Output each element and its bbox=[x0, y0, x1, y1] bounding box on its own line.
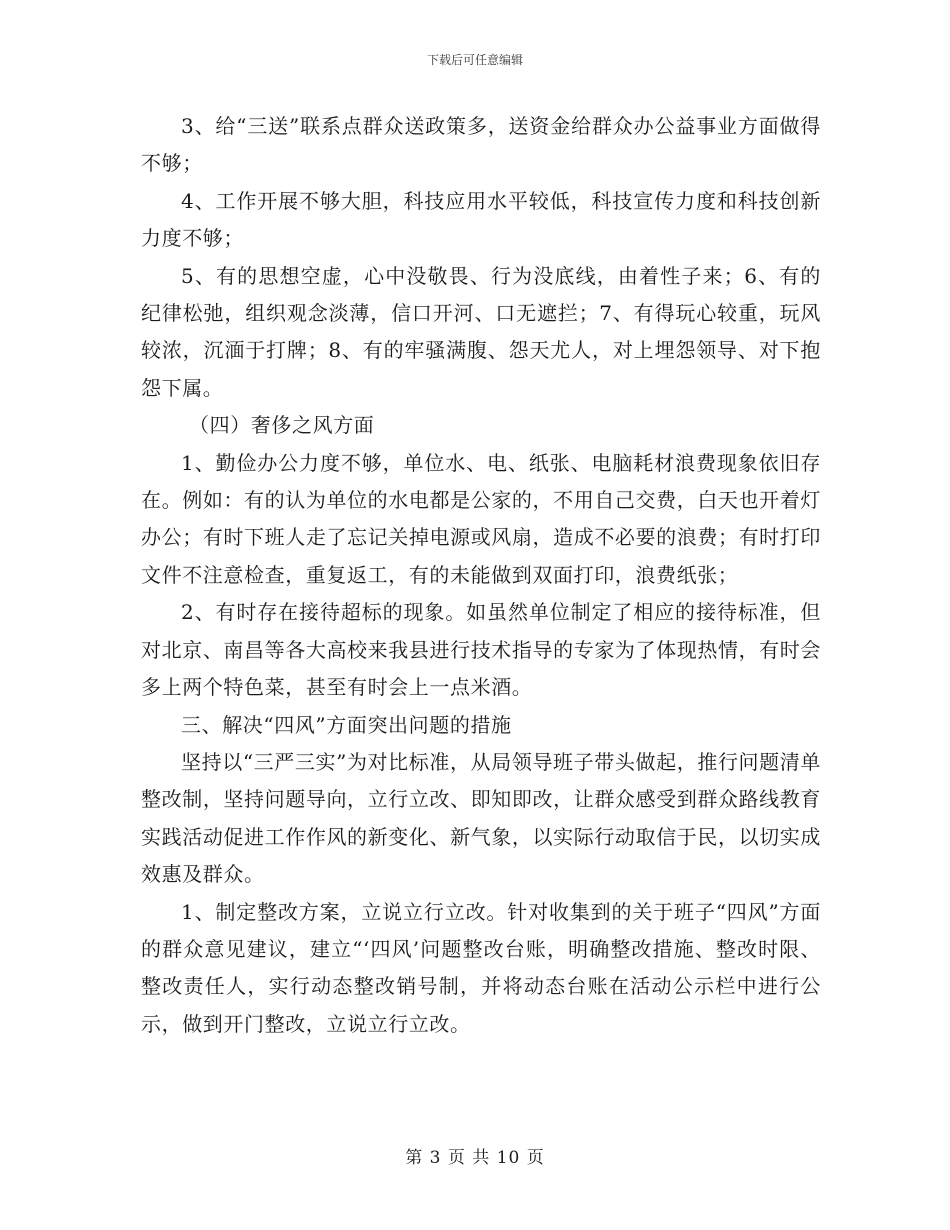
paragraph-item-3: 3、给“三送”联系点群众送政策多，送资金给群众办公益事业方面做得不够； bbox=[141, 114, 821, 176]
paragraph-reception: 2、有时存在接待超标的现象。如虽然单位制定了相应的接待标准，但对北京、南昌等各大高校来我县进行技术指导的专家为了体现热情，有时会多上两个特色菜，甚至有时会上一点米酒。 bbox=[141, 600, 821, 700]
document-body bbox=[141, 108, 821, 1043]
paragraph-measures-intro: 坚持以“三严三实”为对比标准，从局领导班子带头做起，推行问题清单整改制，坚持问题导向，立行立改、即知即改，让群众感受到群众路线教育实践活动促进工作作风的新变化、新气象，以实际行动取信于民，以切实成效惠及群众。 bbox=[141, 749, 821, 887]
page-header-note: 下载后可任意编辑 bbox=[426, 53, 523, 67]
paragraph-frugality: 1、勤俭办公力度不够，单位水、电、纸张、电脑耗材浪费现象依旧存在。例如：有的认为单位的水电都是公家的，不用自己交费，白天也开着灯办公；有时下班人走了忘记关掉电源或风扇，造成不必要的浪费；有时打印文件不注意检查，重复返工，有的未能做到双面打印，浪费纸张； bbox=[141, 450, 821, 587]
section-heading-measures: 三、解决“四风”方面突出问题的措施 bbox=[181, 712, 512, 737]
paragraph-rectification-plan: 1、制定整改方案，立说立行立改。针对收集到的关于班子“四风”方面的群众意见建议，建立“‘四风’问题整改台账，明确整改措施、整改时限、整改责任人，实行动态整改销号制，并将动态台账在活动公示栏中进行公示，做到开门整改，立说立行立改。 bbox=[141, 899, 821, 1036]
page-number: 第 3 页 共 10 页 bbox=[405, 1148, 545, 1168]
section-heading-extravagance: （四）奢侈之风方面 bbox=[189, 413, 375, 438]
paragraph-item-5-8: 5、有的思想空虚，心中没敬畏、行为没底线，由着性子来；6、有的纪律松弛，组织观念淡薄，信口开河、口无遮拦；7、有得玩心较重，玩风较浓，沉湎于打牌；8、有的牢骚满腹、怨天尤人，对上埋怨领导、对下抱怨下属。 bbox=[141, 263, 821, 400]
paragraph-item-4: 4、工作开展不够大胆，科技应用水平较低，科技宣传力度和科技创新力度不够； bbox=[141, 188, 821, 251]
